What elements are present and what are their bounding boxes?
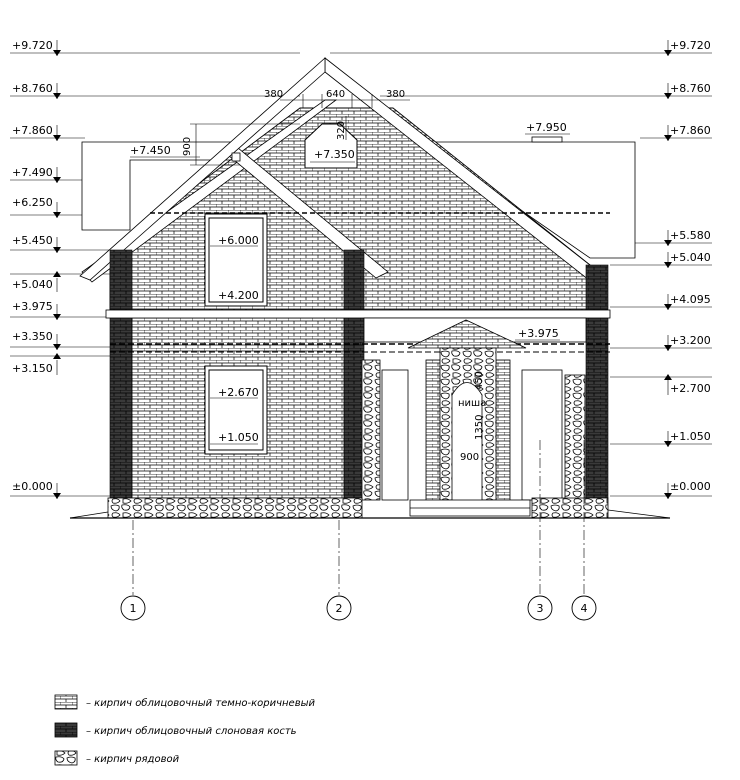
level-label: +4.200 [218,289,259,302]
axis-label: 1 [129,602,137,615]
level-label: +6.000 [218,234,259,247]
level-label: +7.350 [314,148,355,161]
axis-label: 2 [335,602,343,615]
level-label: +7.450 [130,144,171,157]
plinth [70,498,670,518]
legend-swatch-light [55,695,77,709]
level-label: +1.050 [670,430,711,443]
level-label: +7.950 [526,121,567,134]
level-label: +3.975 [518,327,559,340]
level-label: +3.150 [12,362,53,375]
axis-label: 3 [536,602,544,615]
dimension-label: 900 [460,452,480,463]
level-arrows-left [53,50,61,499]
level-label: +5.580 [670,229,711,242]
legend-swatch-stone [55,751,77,765]
level-label: +4.095 [670,293,711,306]
dimension-label: 640 [326,89,346,100]
level-label: +5.450 [12,234,53,247]
legend-item: – кирпич рядовой [86,754,180,765]
niche-label: ниша [458,398,487,409]
dimension-label: 320 [336,120,347,140]
level-label: +2.700 [670,382,711,395]
level-label: +7.860 [12,124,53,137]
level-label: +8.760 [670,82,711,95]
level-label: +5.040 [12,278,53,291]
level-label: +9.720 [670,39,711,52]
dimension-label: 900 [182,136,193,156]
dimension-label: 450 [474,370,485,390]
level-label: +3.200 [670,334,711,347]
level-label: +3.975 [12,300,53,313]
legend-item: – кирпич облицовочный слоновая кость [86,726,297,737]
level-label: +2.670 [218,386,259,399]
legend-item: – кирпич облицовочный темно-коричневый [86,698,315,709]
axis-markers [121,596,596,620]
level-labels-right [670,39,711,493]
level-label: +7.860 [670,124,711,137]
level-label: +7.490 [12,166,53,179]
dimension-label: 380 [386,89,406,100]
level-label: +8.760 [12,82,53,95]
level-label: +5.040 [670,251,711,264]
axis-label: 4 [580,602,588,615]
level-label: +3.350 [12,330,53,343]
dimension-label: 1350 [474,414,485,440]
level-label: +9.720 [12,39,53,52]
legend-swatch-dark [55,723,77,737]
dimension-label: 380 [264,89,284,100]
level-label: +6.250 [12,196,53,209]
level-label: ±0.000 [670,480,711,493]
level-label: +1.050 [218,431,259,444]
level-labels-left [12,39,53,493]
legend [55,695,316,765]
level-label: ±0.000 [12,480,53,493]
